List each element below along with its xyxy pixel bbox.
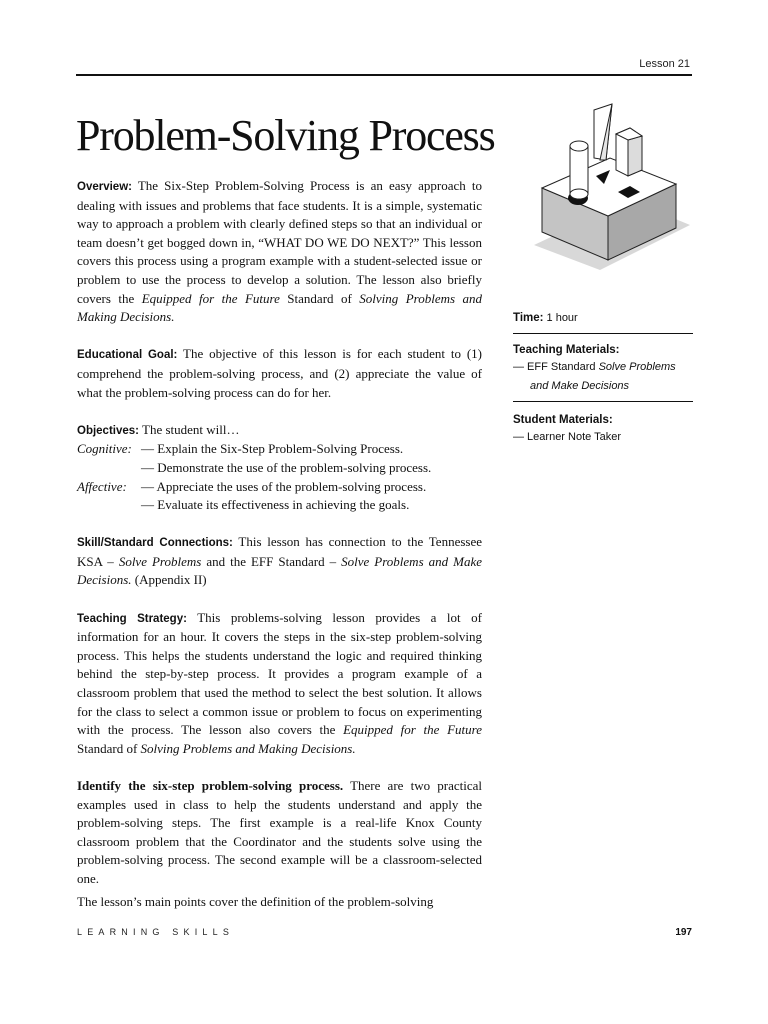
sidebar-time: Time: 1 hour (513, 312, 578, 324)
main-text-column (77, 177, 482, 907)
header-rule (76, 74, 692, 76)
objectives-section: Objectives: The student will… Cognitive: — Explain the Six-Step Problem-Solving Process. — Demonstrate the use of the problem-solving process. Affective: — Appreciate the uses of the problem-solving process. — Evaluate its effectiveness in achieving the goals. (77, 421, 482, 515)
student-materials-label: Student Materials: (513, 414, 613, 426)
time-label: Time: (513, 312, 544, 324)
sidebar-student-materials (513, 414, 693, 447)
objective-row: — Demonstrate the use of the problem-solving process. (141, 459, 432, 475)
sidebar-teaching-materials: Teaching Materials: — EFF Standard Solve Problems and Make Decisions (513, 344, 693, 396)
teaching-materials-label: Teaching Materials: (513, 344, 620, 356)
strategy-label: Teaching Strategy: (77, 612, 187, 625)
student-material-item: — Learner Note Taker (513, 431, 622, 443)
shapes-on-box-illustration (530, 100, 690, 270)
page-title: Problem-Solving Process (76, 111, 495, 160)
objectives-label: Objectives: (77, 424, 139, 437)
teaching-material-item: — EFF Standard Solve Problems (513, 361, 676, 373)
objective-row: Affective: — Appreciate the uses of the problem-solving process. (77, 478, 427, 494)
goal-label: Educational Goal: (77, 349, 178, 362)
educational-goal-paragraph: Educational Goal: The objective of this lesson is for each student to (1) comprehend the problem-solving process, and (2) appreciate the value of what the problem-solving process can do for her. (77, 346, 482, 400)
objective-row: — Evaluate its effectiveness in achieving the goals. (141, 497, 410, 513)
lesson-main-points-paragraph: The lesson’s main points cover the definition of the problem-solving (77, 894, 434, 909)
skill-standard-paragraph: Skill/Standard Connections: This lesson has connection to the Tennessee KSA – Solve Problems and the EFF Standard – Solve Problems and Make Decisions. (Appendix II) (77, 534, 483, 588)
overview-label: Overview: (77, 181, 132, 193)
overview-paragraph: Overview: The Six-Step Problem-Solving Process is an easy approach to dealing with issues and problems that face students. It is a simple, systematic way to approach a problem with clearly defined steps so that an individual or team doesn’t get bogged down in, “WHAT DO WE DO NEXT?” This lesson covers this process using a program example with a student-selected issue or problem to use the process to develop a solution. The lesson also briefly covers the Equipped for the Future Standard of Solving Problems and Making Decisions. (77, 178, 483, 325)
objective-row: Cognitive: — Explain the Six-Step Problem-Solving Process. (77, 441, 404, 457)
sidebar-rule (513, 333, 693, 334)
identify-paragraph: Identify the six-step problem-solving process. There are two practical examples used in class to help the students understand and apply the problem-solving steps. The first example is a real-life Knox County classroom problem that the Coordinator and the students solve using the problem-solving process. The second example will be a classroom-selected one. (77, 778, 482, 886)
teaching-strategy-paragraph: Teaching Strategy: This problems-solving lesson provides a lot of information for an hour. It covers the steps in the six-step problem-solving process. This helps the students understand the logic and required thinking behind the step-by-step process. It provides a program example of a classroom problem that used the method to select the best solution. It allows for the class to select a common issue or problem to focus on experimenting with the process. The lesson also covers the Equipped for the Future Standard of Solving Problems and Making Decisions. (77, 609, 482, 756)
lesson-number: Lesson 21 (639, 58, 690, 70)
page-number: 197 (675, 927, 692, 938)
skill-label: Skill/Standard Connections: (77, 537, 233, 550)
footer-section-title: LEARNING SKILLS (77, 927, 235, 937)
sidebar-rule (513, 401, 693, 402)
identify-heading: Identify the six-step problem-solving process. (77, 778, 344, 793)
